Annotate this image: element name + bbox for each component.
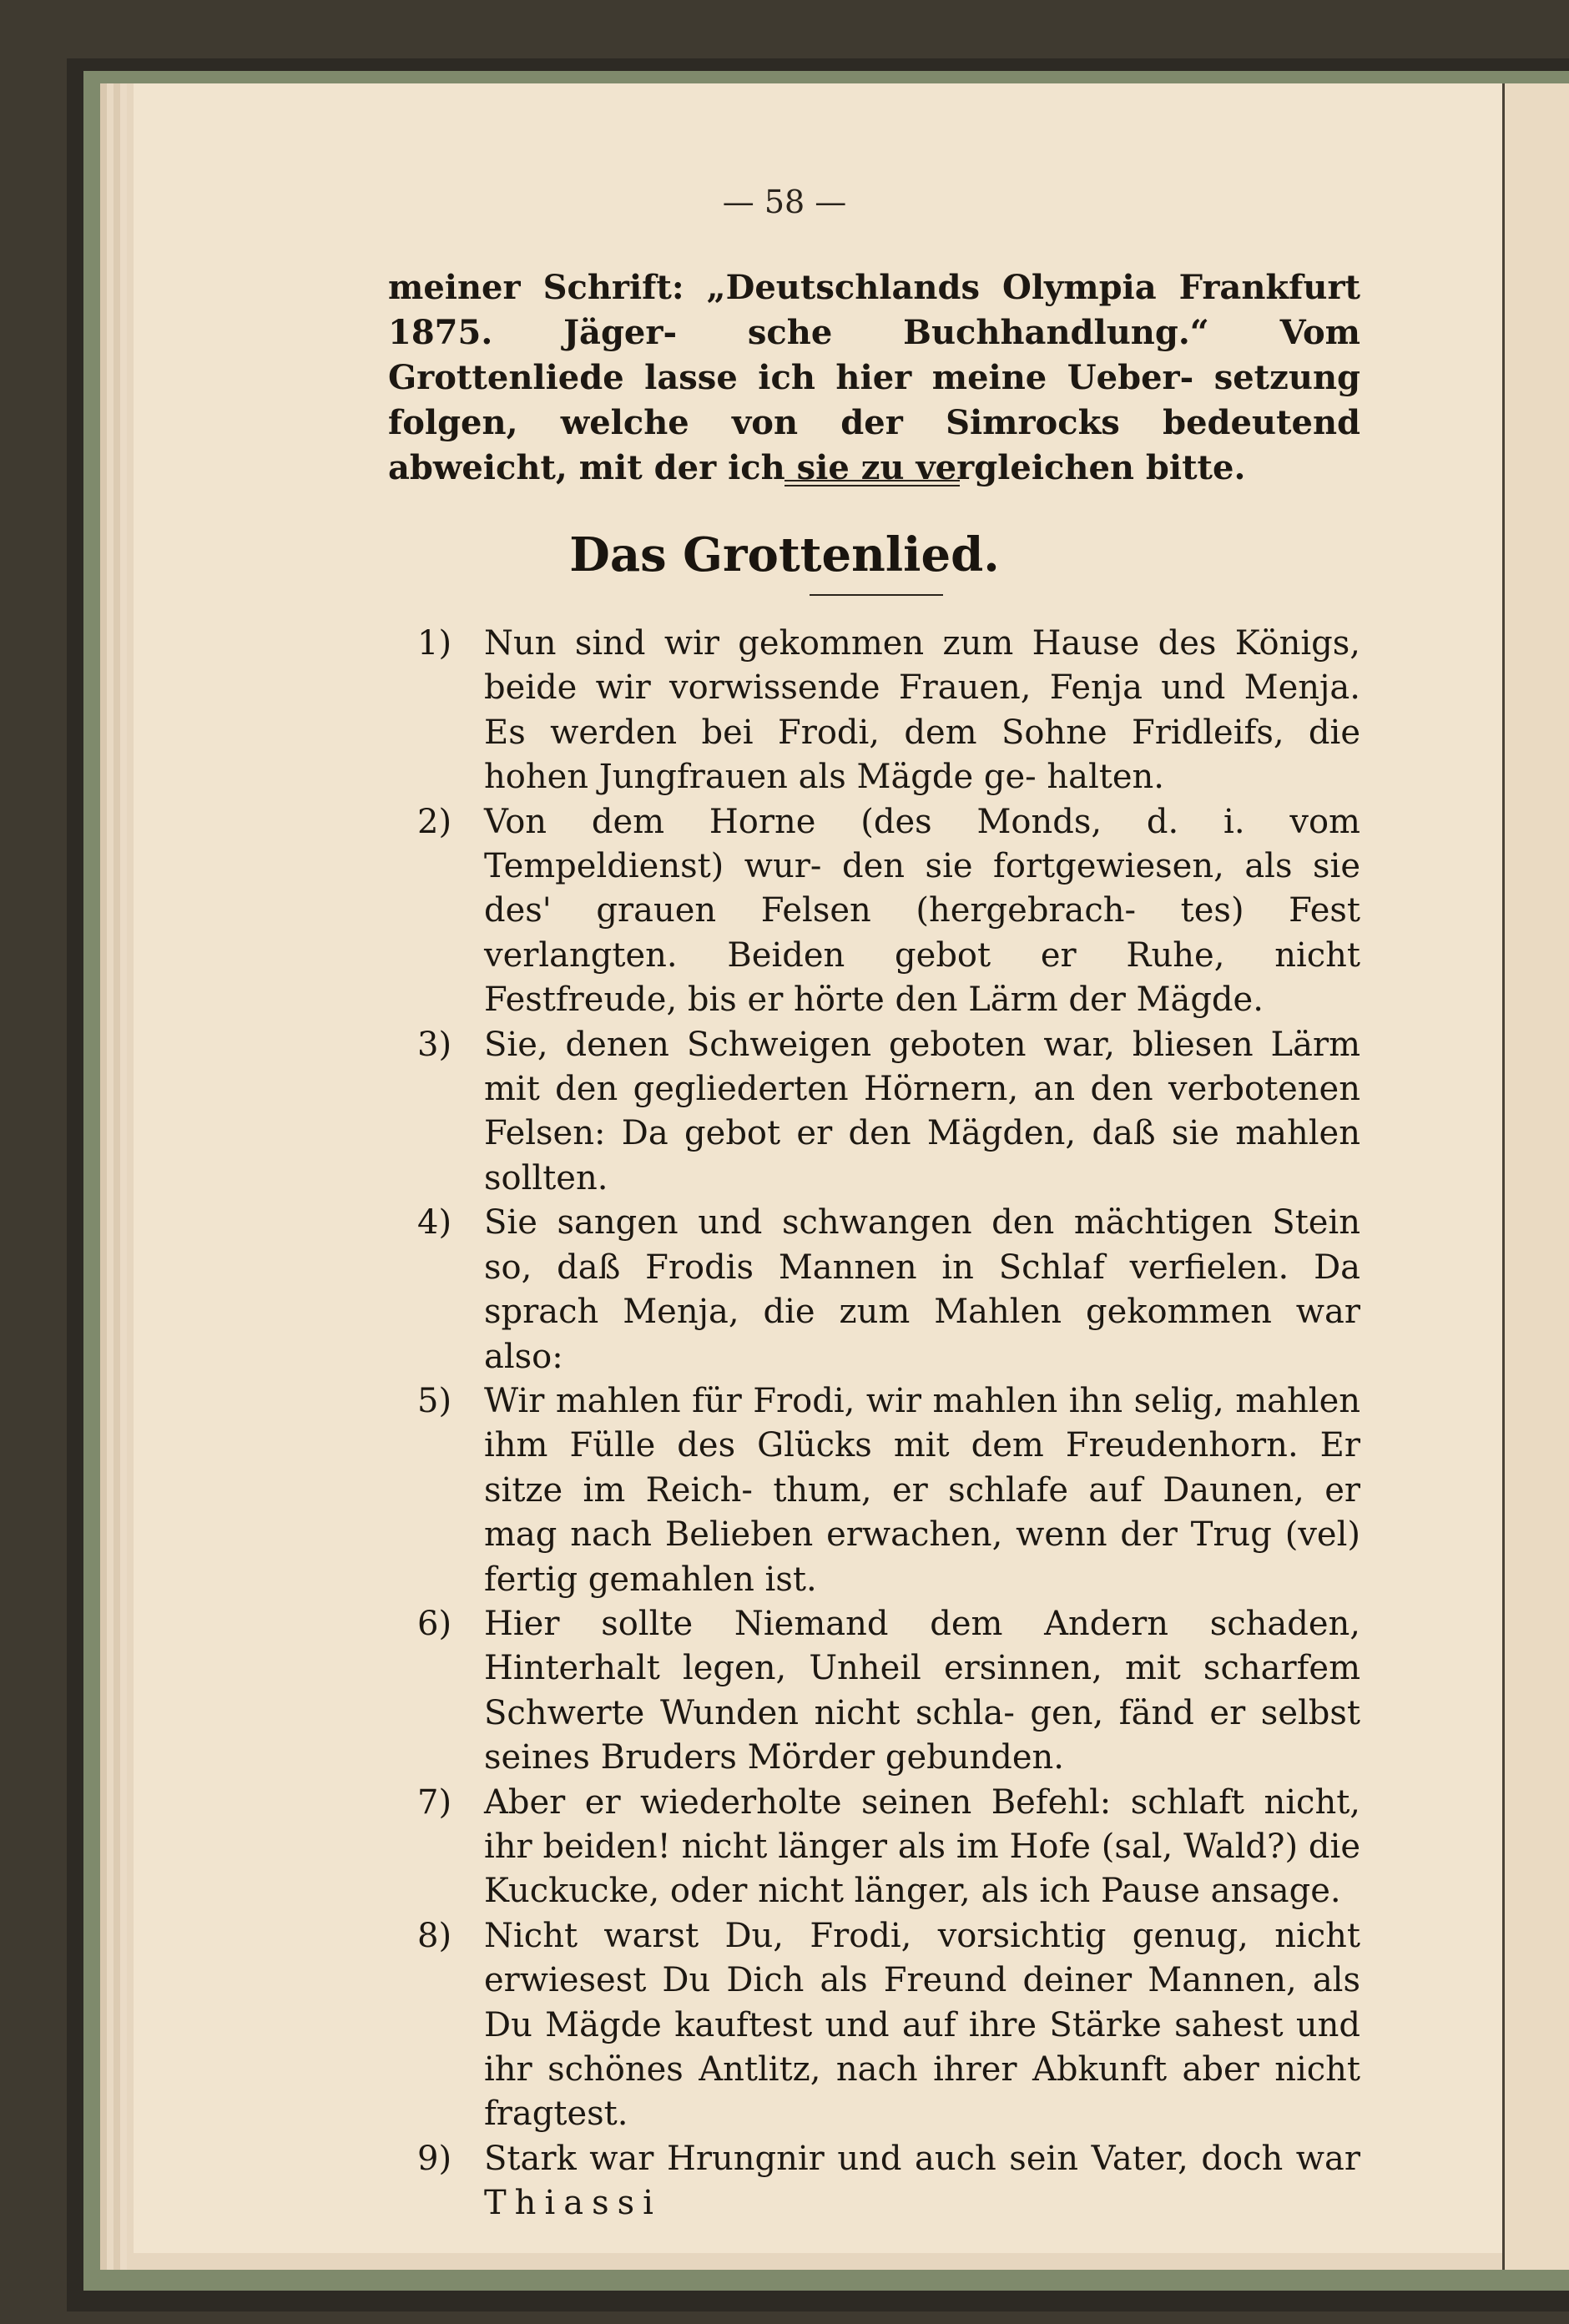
verse-9 (417, 2137, 1360, 2226)
verse-4 (417, 1201, 1360, 1379)
verse-spaced-name: Thiassi (484, 2184, 662, 2223)
page-number: — 58 — (722, 184, 847, 220)
verse-6 (417, 1602, 1360, 1781)
verse-text: Nun sind wir gekommen zum Hause des Königs, beide wir vorwissende Frauen, Fenja und Menja. Es werden bei Frodi, dem Sohne Fridleifs, die hohen Jungfrauen als Mägde ge- halten. (484, 624, 1360, 797)
verse-number: 1) (417, 624, 452, 663)
verse-number: 3) (417, 1025, 452, 1064)
verse-number: 6) (417, 1604, 452, 1643)
verse-number: 5) (417, 1381, 452, 1420)
verse-number: 8) (417, 1916, 452, 1955)
section-title: Das Grottenlied. (569, 527, 1000, 582)
verse-7 (417, 1781, 1360, 1914)
verse-text: Sie sangen und schwangen den mächtigen Stein so, daß Frodis Mannen in Schlaf verfielen. Da sprach Menja, die zum Mahlen gekommen war also: (484, 1203, 1360, 1376)
double-rule-divider (784, 480, 960, 486)
intro-text: meiner Schrift: „Deutschlands Olympia Frankfurt 1875. Jäger- sche Buchhandlung.“ Vom Grottenliede lasse ich hier meine Ueber- setzung folgen, welche von der Simrocks bedeutend abweicht, mit der ich sie zu vergleichen bitte. (388, 268, 1360, 487)
intro-paragraph (388, 265, 1360, 491)
verse-list (417, 622, 1360, 2226)
verse-1 (417, 622, 1360, 800)
verse-text: Wir mahlen für Frodi, wir mahlen ihn selig, mahlen ihm Fülle des Glücks mit dem Freudenhorn. Er sitze im Reich- thum, er schlafe auf Daunen, er mag nach Belieben erwachen, wenn der Trug (vel) fertig gemahlen ist. (484, 1381, 1360, 1599)
verse-number: 2) (417, 802, 452, 841)
verse-3 (417, 1023, 1360, 1202)
verse-8 (417, 1914, 1360, 2137)
verse-number: 9) (417, 2139, 452, 2178)
verse-text: Sie, denen Schweigen geboten war, bliesen Lärm mit den gegliederten Hörnern, an den verbotenen Felsen: Da gebot er den Mägden, daß sie mahlen sollten. (484, 1025, 1360, 1197)
verse-number: 4) (417, 1203, 452, 1243)
verse-text: Stark war Hrungnir und auch sein Vater, doch war (484, 2139, 1360, 2178)
verse-number: 7) (417, 1782, 452, 1822)
verse-text: Von dem Horne (des Monds, d. i. vom Tempeldienst) wur- den sie fortgewiesen, als sie des' grauen Felsen (hergebrach- tes) Fest verlangten. Beiden gebot er Ruhe, nicht Festfreude, bis er hörte den Lärm der Mägde. (484, 802, 1360, 1020)
verse-5 (417, 1379, 1360, 1602)
page-edge-right (1502, 83, 1569, 2270)
verse-text: Hier sollte Niemand dem Andern schaden, Hinterhalt legen, Unheil ersinnen, mit scharfem Schwerte Wunden nicht schla- gen, fänd er selbst seines Bruders Mörder gebunden. (484, 1604, 1360, 1777)
single-rule-divider (810, 594, 943, 596)
verse-2 (417, 800, 1360, 1023)
verse-text: Nicht warst Du, Frodi, vorsichtig genug, nicht erwiesest Du Dich als Freund deiner Mannen, als Du Mägde kauftest und auf ihre Stärke sahest und ihr schönes Antlitz, nach ihrer Abkunft aber nicht fragtest. (484, 1916, 1360, 2134)
verse-text: Aber er wiederholte seinen Befehl: schlaft nicht, ihr beiden! nicht länger als im Hofe (sal, Wald?) die Kuckucke, oder nicht länger, als ich Pause ansage. (484, 1782, 1360, 1911)
